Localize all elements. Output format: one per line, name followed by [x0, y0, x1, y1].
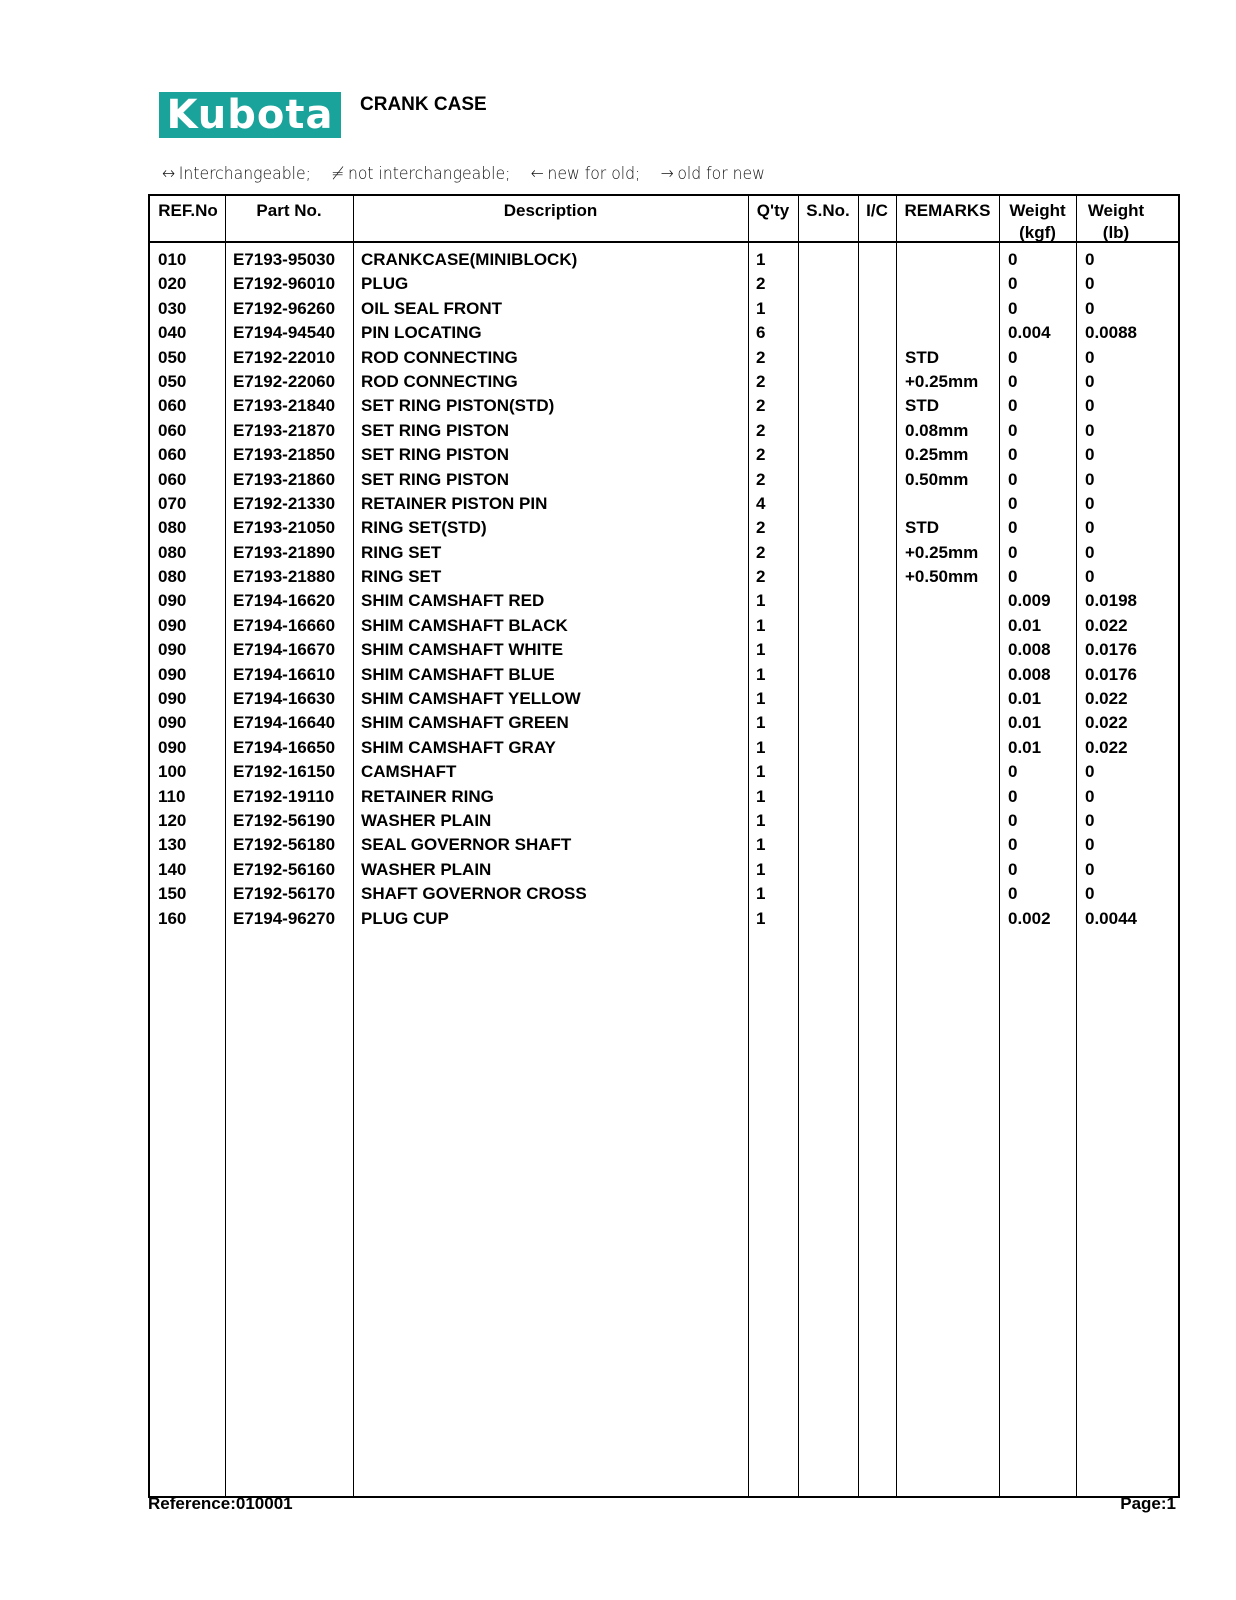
cell-qty: 1: [756, 298, 766, 318]
cell-weight-kgf: 0.008: [1008, 640, 1051, 660]
table-row: [150, 248, 1178, 272]
cell-weight-kgf: 0.01: [1008, 737, 1042, 757]
cell-remarks: +0.25mm: [905, 371, 979, 391]
cell-weight-lb: 0: [1085, 567, 1095, 587]
cell-weight-kgf: 0: [1008, 420, 1018, 440]
table-row: [150, 272, 1178, 296]
legend-item-not-interchangeable: [331, 164, 510, 184]
cell-part-no: E7192-56170: [233, 884, 336, 904]
legend: [162, 162, 785, 186]
cell-weight-kgf: 0.01: [1008, 689, 1042, 709]
cell-description: RING SET: [361, 542, 442, 562]
cell-qty: 1: [756, 591, 766, 611]
cell-ref: 150: [158, 884, 187, 904]
page-number: Page:1: [1120, 1494, 1176, 1513]
cell-description: PLUG: [361, 274, 409, 294]
cell-description: SET RING PISTON: [361, 469, 509, 489]
cell-description: SEAL GOVERNOR SHAFT: [361, 835, 572, 855]
cell-weight-lb: 0.022: [1085, 615, 1128, 635]
cell-ref: 090: [158, 640, 187, 660]
cell-weight-kgf: 0: [1008, 518, 1018, 538]
cell-part-no: E7194-16630: [233, 689, 336, 709]
cell-ref: 020: [158, 274, 187, 294]
cell-ref: 030: [158, 298, 187, 318]
left-arrow-icon: ←: [530, 164, 544, 184]
cell-description: SHIM CAMSHAFT YELLOW: [361, 689, 581, 709]
table-row: [150, 638, 1178, 662]
cell-remarks: +0.25mm: [905, 542, 979, 562]
cell-qty: 1: [756, 664, 766, 684]
cell-qty: 1: [756, 689, 766, 709]
cell-weight-lb: 0: [1085, 884, 1095, 904]
cell-description: RETAINER RING: [361, 786, 494, 806]
cell-weight-kgf: 0: [1008, 445, 1018, 465]
cell-ref: 010: [158, 250, 187, 269]
cell-ref: 140: [158, 859, 187, 879]
cell-weight-kgf: 0: [1008, 835, 1018, 855]
cell-qty: 2: [756, 347, 766, 367]
table-row: [150, 346, 1178, 370]
cell-weight-kgf: 0: [1008, 762, 1018, 782]
cell-weight-kgf: 0.009: [1008, 591, 1051, 611]
cell-qty: 2: [756, 396, 766, 416]
table-row: [150, 711, 1178, 735]
cell-weight-kgf: 0: [1008, 567, 1018, 587]
cell-description: SHIM CAMSHAFT GREEN: [361, 713, 569, 733]
cell-part-no: E7192-19110: [233, 786, 335, 806]
cell-description: RING SET: [361, 567, 442, 587]
cell-part-no: E7192-22010: [233, 347, 336, 367]
cell-weight-lb: 0.022: [1085, 713, 1128, 733]
legend-label: Interchangeable;: [178, 164, 311, 184]
cell-qty: 1: [756, 908, 766, 928]
cell-description: SET RING PISTON(STD): [361, 396, 555, 416]
cell-ref: 120: [158, 810, 187, 830]
cell-qty: 2: [756, 274, 766, 294]
cell-ref: 070: [158, 493, 187, 513]
cell-qty: 1: [756, 810, 766, 830]
cell-weight-lb: 0.0088: [1085, 323, 1137, 343]
cell-weight-lb: 0.0176: [1085, 640, 1137, 660]
cell-part-no: E7193-21850: [233, 445, 336, 465]
cell-ref: 060: [158, 445, 187, 465]
cell-description: CRANKCASE(MINIBLOCK): [361, 250, 578, 269]
cell-description: SHAFT GOVERNOR CROSS: [361, 884, 587, 904]
cell-ref: 040: [158, 323, 187, 343]
cell-description: SHIM CAMSHAFT BLUE: [361, 664, 555, 684]
table-row: [150, 882, 1178, 906]
cell-weight-kgf: 0: [1008, 542, 1018, 562]
cell-part-no: E7194-16650: [233, 737, 336, 757]
cell-remarks: +0.50mm: [905, 567, 979, 587]
cell-description: ROD CONNECTING: [361, 371, 518, 391]
cell-part-no: E7192-56190: [233, 810, 336, 830]
header-weight-kgf-line2: (kgf): [1019, 223, 1056, 242]
cell-ref: 090: [158, 615, 187, 635]
cell-ref: 090: [158, 737, 187, 757]
table-row: [150, 907, 1178, 931]
cell-description: SHIM CAMSHAFT GRAY: [361, 737, 556, 757]
cell-ref: 080: [158, 542, 187, 562]
table-row: [150, 833, 1178, 857]
cell-description: SET RING PISTON: [361, 445, 509, 465]
legend-item-interchangeable: [162, 164, 311, 184]
cell-remarks: 0.08mm: [905, 420, 969, 440]
cell-ref: 050: [158, 347, 187, 367]
cell-part-no: E7194-16620: [233, 591, 336, 611]
cell-weight-lb: 0: [1085, 859, 1095, 879]
cell-weight-kgf: 0: [1008, 859, 1018, 879]
cell-ref: 090: [158, 713, 187, 733]
table-row: [150, 394, 1178, 418]
cell-weight-kgf: 0.002: [1008, 908, 1051, 928]
cell-qty: 2: [756, 420, 766, 440]
cell-part-no: E7192-56180: [233, 835, 336, 855]
table-row: [150, 370, 1178, 394]
header-ref: REF.No: [158, 201, 218, 220]
cell-weight-kgf: 0: [1008, 371, 1018, 391]
header-description: Description: [503, 201, 598, 220]
cell-description: SHIM CAMSHAFT WHITE: [361, 640, 564, 660]
cell-qty: 1: [756, 786, 766, 806]
cell-weight-lb: 0: [1085, 493, 1095, 513]
header-weight-lb-line2: (lb): [1102, 223, 1130, 242]
header-weight-kgf: [1001, 200, 1074, 244]
table-row: [150, 760, 1178, 784]
cell-qty: 1: [756, 737, 766, 757]
header-weight-kgf-line1: Weight: [1009, 201, 1066, 220]
cell-description: ROD CONNECTING: [361, 347, 518, 367]
cell-ref: 060: [158, 396, 187, 416]
cell-part-no: E7192-56160: [233, 859, 336, 879]
cell-remarks: 0.50mm: [905, 469, 969, 489]
cell-part-no: E7193-21840: [233, 396, 336, 416]
cell-weight-kgf: 0: [1008, 347, 1018, 367]
cell-weight-lb: 0: [1085, 542, 1095, 562]
cell-qty: 6: [756, 323, 766, 343]
cell-description: PLUG CUP: [361, 908, 449, 928]
cell-part-no: E7192-16150: [233, 762, 336, 782]
cell-weight-lb: 0: [1085, 445, 1095, 465]
cell-description: SET RING PISTON: [361, 420, 509, 440]
table-row: [150, 419, 1178, 443]
cell-part-no: E7194-16640: [233, 713, 336, 733]
cell-part-no: E7194-96270: [233, 908, 336, 928]
cell-qty: 1: [756, 835, 766, 855]
cell-weight-kgf: 0: [1008, 469, 1018, 489]
cell-description: SHIM CAMSHAFT RED: [361, 591, 545, 611]
cell-weight-lb: 0.022: [1085, 737, 1128, 757]
cell-description: SHIM CAMSHAFT BLACK: [361, 615, 568, 635]
cell-ref: 060: [158, 469, 187, 489]
double-arrow-icon: ↔: [162, 164, 176, 184]
cell-ref: 160: [158, 908, 187, 928]
right-arrow-icon: →: [660, 164, 674, 184]
cell-part-no: E7194-16660: [233, 615, 336, 635]
cell-qty: 1: [756, 884, 766, 904]
cell-ref: 080: [158, 518, 187, 538]
cell-part-no: E7194-16610: [233, 664, 336, 684]
cell-weight-kgf: 0: [1008, 274, 1018, 294]
cell-description: CAMSHAFT: [361, 762, 457, 782]
cell-weight-kgf: 0.01: [1008, 713, 1042, 733]
table-body: [150, 248, 1178, 931]
cell-weight-lb: 0: [1085, 469, 1095, 489]
cell-qty: 1: [756, 250, 766, 269]
cell-weight-lb: 0: [1085, 371, 1095, 391]
cell-part-no: E7192-22060: [233, 371, 336, 391]
cell-ref: 090: [158, 689, 187, 709]
cell-weight-kgf: 0.01: [1008, 615, 1042, 635]
cell-weight-kgf: 0.008: [1008, 664, 1051, 684]
cell-weight-kgf: 0: [1008, 250, 1018, 269]
parts-table: [148, 194, 1180, 1498]
cell-description: WASHER PLAIN: [361, 859, 492, 879]
cell-weight-lb: 0: [1085, 420, 1095, 440]
cell-weight-kgf: 0: [1008, 786, 1018, 806]
cell-remarks: STD: [905, 347, 939, 367]
cell-remarks: STD: [905, 518, 939, 538]
cell-weight-lb: 0: [1085, 396, 1095, 416]
cell-weight-lb: 0: [1085, 250, 1095, 269]
cell-part-no: E7192-96260: [233, 298, 336, 318]
cell-qty: 1: [756, 713, 766, 733]
table-row: [150, 516, 1178, 540]
header-ic: I/C: [866, 201, 888, 220]
table-row: [150, 858, 1178, 882]
cell-weight-kgf: 0: [1008, 298, 1018, 318]
cell-qty: 2: [756, 567, 766, 587]
cell-qty: 2: [756, 445, 766, 465]
table-row: [150, 687, 1178, 711]
cell-weight-lb: 0: [1085, 518, 1095, 538]
header-sno: S.No.: [806, 201, 850, 220]
cell-weight-lb: 0: [1085, 762, 1095, 782]
cell-ref: 080: [158, 567, 187, 587]
logo-text: Kubota: [166, 92, 334, 138]
legend-label: new for old;: [547, 164, 641, 184]
cell-part-no: E7193-21860: [233, 469, 336, 489]
cell-qty: 1: [756, 640, 766, 660]
cell-description: PIN LOCATING: [361, 323, 482, 343]
cell-part-no: E7193-95030: [233, 250, 336, 269]
header-part: Part No.: [256, 201, 322, 220]
table-row: [150, 443, 1178, 467]
cell-weight-lb: 0: [1085, 810, 1095, 830]
cell-weight-lb: 0.0198: [1085, 591, 1137, 611]
reference-number: Reference:010001: [148, 1494, 293, 1513]
cell-weight-lb: 0.0044: [1085, 908, 1137, 928]
cell-ref: 090: [158, 591, 187, 611]
cell-qty: 2: [756, 542, 766, 562]
table-row: [150, 492, 1178, 516]
cell-part-no: E7193-21050: [233, 518, 336, 538]
table-row: [150, 565, 1178, 589]
table-row: [150, 589, 1178, 613]
header-weight-lb: [1078, 200, 1154, 244]
cell-weight-lb: 0: [1085, 274, 1095, 294]
table-row: [150, 614, 1178, 638]
cell-weight-lb: 0: [1085, 298, 1095, 318]
cell-part-no: E7193-21890: [233, 542, 336, 562]
cell-weight-kgf: 0: [1008, 396, 1018, 416]
cell-ref: 130: [158, 835, 187, 855]
legend-item-new-for-old: [531, 164, 641, 184]
table-row: [150, 736, 1178, 760]
cell-qty: 1: [756, 859, 766, 879]
cell-qty: 1: [756, 615, 766, 635]
page-title: CRANK CASE: [360, 94, 487, 115]
cell-weight-lb: 0: [1085, 786, 1095, 806]
cell-part-no: E7192-21330: [233, 493, 336, 513]
table-row: [150, 468, 1178, 492]
cell-ref: 060: [158, 420, 187, 440]
header-qty: Q'ty: [756, 201, 790, 220]
cell-ref: 100: [158, 762, 187, 782]
table-row: [150, 297, 1178, 321]
cell-remarks: 0.25mm: [905, 445, 969, 465]
cell-qty: 2: [756, 518, 766, 538]
cell-description: RETAINER PISTON PIN: [361, 493, 548, 513]
legend-label: not interchangeable;: [347, 164, 511, 184]
kubota-logo: [159, 92, 341, 138]
cell-description: WASHER PLAIN: [361, 810, 492, 830]
legend-item-old-for-new: [661, 164, 765, 184]
cell-part-no: E7193-21880: [233, 567, 336, 587]
cell-part-no: E7193-21870: [233, 420, 336, 440]
cell-remarks: STD: [905, 396, 939, 416]
cell-part-no: E7194-94540: [233, 323, 336, 343]
cell-weight-kgf: 0: [1008, 810, 1018, 830]
table-row: [150, 321, 1178, 345]
not-equal-icon: ≠: [331, 164, 345, 184]
header-remarks: REMARKS: [904, 201, 991, 220]
cell-weight-lb: 0: [1085, 835, 1095, 855]
table-row: [150, 785, 1178, 809]
cell-qty: 2: [756, 371, 766, 391]
table-row: [150, 809, 1178, 833]
header-weight-lb-line1: Weight: [1087, 201, 1145, 220]
table-row: [150, 663, 1178, 687]
cell-weight-kgf: 0: [1008, 884, 1018, 904]
table-row: [150, 541, 1178, 565]
cell-qty: 4: [756, 493, 766, 513]
cell-part-no: E7194-16670: [233, 640, 336, 660]
cell-description: RING SET(STD): [361, 518, 487, 538]
cell-weight-kgf: 0.004: [1008, 323, 1051, 343]
cell-description: OIL SEAL FRONT: [361, 298, 503, 318]
cell-ref: 050: [158, 371, 187, 391]
cell-part-no: E7192-96010: [233, 274, 336, 294]
cell-qty: 2: [756, 469, 766, 489]
cell-weight-lb: 0.022: [1085, 689, 1128, 709]
cell-weight-lb: 0.0176: [1085, 664, 1137, 684]
legend-label: old for new: [677, 164, 765, 184]
cell-qty: 1: [756, 762, 766, 782]
cell-weight-kgf: 0: [1008, 493, 1018, 513]
cell-ref: 090: [158, 664, 187, 684]
cell-weight-lb: 0: [1085, 347, 1095, 367]
cell-ref: 110: [158, 786, 186, 806]
